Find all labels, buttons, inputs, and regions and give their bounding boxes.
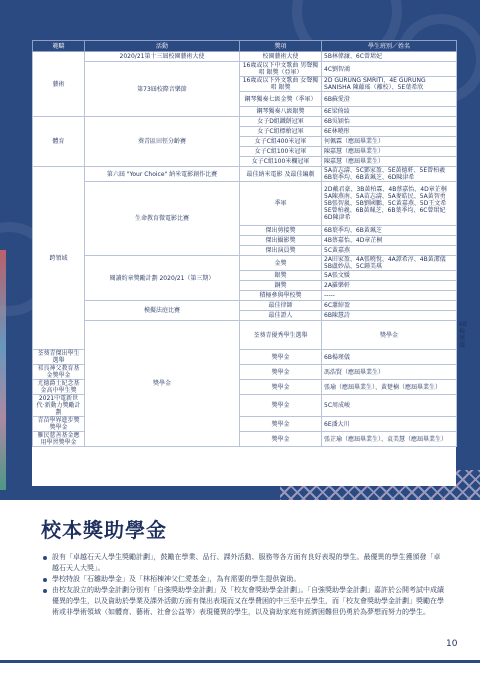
students-cell: 4C劉智鴻 — [322, 62, 457, 77]
award-cell: 女子C組100米冠軍 — [240, 147, 322, 157]
award-cell: 校園藝術大使 — [240, 52, 322, 62]
bullet-item: 設有「卓越石天人學生獎勵計劃」，鼓勵在學業、品行、課外活動、服務等各方面有良好表現的學生。最優異的學生獲頒發「卓越石天人大獎」。 — [42, 552, 447, 574]
students-cell: 6E潘大川 — [322, 417, 457, 432]
award-cell: 最佳納米電影 及最佳編劇 — [240, 167, 322, 182]
award-cell: 16歲或以下中文歌曲 男聲獨唱 銀獎（亞軍） — [240, 62, 322, 77]
students-cell: 馮浩賢（應屆畢業生） — [322, 365, 457, 380]
students-cell: 5B林偉濂、6C曾珺妃 — [322, 52, 457, 62]
page-number: 10 — [446, 639, 458, 649]
photo-strip — [0, 250, 6, 490]
bullet-item: 由校友設立的助學金計劃分別有「自強獎助學金計劃」及「校友會獎助學金計劃」。「自強獎助學金計劃」嘉許於公開考試中成績優異的學生，以及資助於學業及課外活動方面有傑出表現而又在學費困的中三至中五學生，而「校友會獎助學金計劃」獎勵在學術或非學術領域（如體育、藝術、社會公益等）表現優異的學生，以及資助家庭有經濟困難但仍勇於為夢想而努力的學生。 — [42, 585, 447, 618]
students-cell: 5A張文媛 — [322, 271, 457, 281]
category-scholarship: 獎學金 — [85, 321, 240, 447]
students-cell: 4B蔡嘉怡、4D章芷桐 — [322, 236, 457, 246]
award-cell: 獎學金 — [240, 417, 322, 432]
activity-cell: 2021中電新世代‧新動力獎勵計劃 — [33, 395, 85, 417]
award-cell: 傑出攝影獎 — [240, 236, 322, 246]
bullet-list — [42, 552, 447, 618]
activity-cell: 雁民慈善基金應用學習獎學金 — [33, 432, 85, 447]
award-cell: 獎學金 — [240, 432, 322, 447]
activity-cell: 尤德爵士紀念基金高中學生獎 — [33, 380, 85, 395]
category-cross: 跨領域 — [33, 167, 85, 350]
award-cell: 傑出演員獎 — [240, 246, 322, 256]
students-cell: 陳嘉慧（應屆畢業生） — [322, 157, 457, 167]
activity-cell: 葵青區田徑分齡賽 — [85, 117, 240, 167]
students-cell: 5A苗志濤、5C鄧家盈、5E黃德軒、5E曾柏羲 6B葉季均、6B黃珮芝、6D陳津希 — [322, 167, 457, 182]
award-cell: 季軍 — [240, 182, 322, 226]
category-arts: 藝術 — [33, 52, 85, 117]
award-cell: 金獎 — [240, 256, 322, 271]
students-cell: 6E梁倚綾 — [322, 107, 457, 117]
table-row — [33, 62, 457, 77]
students-cell: 6B吳穎怡 — [322, 117, 457, 127]
footer-rule — [0, 660, 480, 663]
students-cell: 張瑜（應屆畢業生）、黃楚楠（應屆畢業生） — [322, 380, 457, 395]
activity-cell: 青苗學界進步獎獎學金 — [33, 417, 85, 432]
students-cell: 何佩霖（應屆畢業生） — [322, 137, 457, 147]
table-row — [33, 301, 457, 311]
award-cell: 女子D組鐵餅冠軍 — [240, 117, 322, 127]
award-cell: 銀獎 — [240, 271, 322, 281]
students-cell: 6B葉季均、6B黃珮芝 — [322, 226, 457, 236]
award-cell: 最佳律師 — [240, 301, 322, 311]
table-row — [33, 117, 457, 127]
award-cell: 獎學金 — [322, 321, 457, 350]
students-cell: 張芷瑜（應屆畢業生）、袁美慧（應屆畢業生） — [322, 432, 457, 447]
students-cell: 5C周成峻 — [322, 395, 457, 417]
award-cell: 積極參與學校獎 — [240, 291, 322, 301]
award-cell: 女子C組100米欄冠軍 — [240, 157, 322, 167]
activity-cell: 模擬法庭比賽 — [85, 301, 240, 321]
awards-table — [32, 40, 457, 447]
students-cell: 2A田家盈、4A張曉悅、4A譚希淳、4B黃潔儀 5B盧妙晶、5C鍾美琪 — [322, 256, 457, 271]
students-cell: 6C蕭綽盈 — [322, 301, 457, 311]
award-cell: 傑出剪接獎 — [240, 226, 322, 236]
award-cell: 女子C組400米冠軍 — [240, 137, 322, 147]
activity-cell: 2020/21第十三屆校園藝術大使 — [85, 52, 240, 62]
students-cell: 6B楊瑾儀 — [322, 350, 457, 365]
students-cell: 陳嘉慧（應屆畢業生） — [322, 147, 457, 157]
award-cell: 女子C組標槍冠軍 — [240, 127, 322, 137]
bullet-item: 學校特設「石雛助學金」及「林栢棟神父仁愛基金」，為有需要的學生提供資助。 — [42, 574, 447, 585]
activity-cell: 閱讀約章獎勵計劃 2020/21（第三期） — [85, 256, 240, 301]
students-cell: 6E林曉彤 — [322, 127, 457, 137]
section-title: 校本獎助學金 — [41, 518, 167, 542]
activity-cell: 荃葵青優秀學生選舉 — [240, 321, 322, 350]
header-students: 學生班別／姓名 — [322, 41, 457, 52]
award-cell: 獎學金 — [240, 350, 322, 365]
students-cell: ----- — [322, 291, 457, 301]
activity-cell: 第73屆校際音樂節 — [85, 62, 240, 117]
activity-cell: 荃葵青傑出學生選舉 — [33, 350, 85, 365]
table-row — [33, 167, 457, 182]
category-sports: 體育 — [33, 117, 85, 167]
award-cell: 獎學金 — [240, 380, 322, 395]
students-cell: 6B陳慧詩 — [322, 311, 457, 321]
students-cell: 2D戴君豪、3B黃柏霖、4B蔡嘉怡、4D章芷桐 5A陳燕南、5A苗志濤、5A麥皓民、5A黃智勇 5B張智嵐、5B劉國鵬、5C黃嘉燕、5D王文希 5E曾柏羲、6B黃珮芝、6B葉季均、6C曾珺妃 6D陳津希 — [322, 182, 457, 226]
students-cell: 2A羅樂軒 — [322, 281, 457, 291]
activity-cell: 第六屆 "Your Choice" 納米電影創作比賽 — [85, 167, 240, 182]
awards-table-card — [32, 40, 456, 486]
header-category: 範疇 — [33, 41, 85, 52]
award-cell: 銅獎 — [240, 281, 322, 291]
award-cell: 獎學金 — [240, 365, 322, 380]
table-row — [33, 321, 457, 350]
table-row — [33, 182, 457, 226]
table-row — [33, 52, 457, 62]
students-cell: 2D GURUNG SMRITI、4E GURUNG SANISHA 陳蘊瑤（離校）、5E葉希欣 — [322, 77, 457, 92]
activity-cell: 祁良神父教育基金獎學金 — [33, 365, 85, 380]
award-cell: 獎學金 — [240, 395, 322, 417]
students-cell: 5C黃嘉燕 — [322, 246, 457, 256]
award-cell: 16歲或以下外文歌曲 女聲獨唱 銀獎 — [240, 77, 322, 92]
header-activity: 活動 — [85, 41, 240, 52]
award-cell: 最佳證人 — [240, 311, 322, 321]
activity-cell: 生命教育微電影比賽 — [85, 182, 240, 256]
students-cell: 6B蘇愛澄 — [322, 92, 457, 107]
award-cell: 鋼琴獨奏八級銀獎 — [240, 107, 322, 117]
header-award: 獎項 — [240, 41, 322, 52]
award-cell: 鋼琴獨奏七級金獎（季軍） — [240, 92, 322, 107]
table-row — [33, 256, 457, 271]
